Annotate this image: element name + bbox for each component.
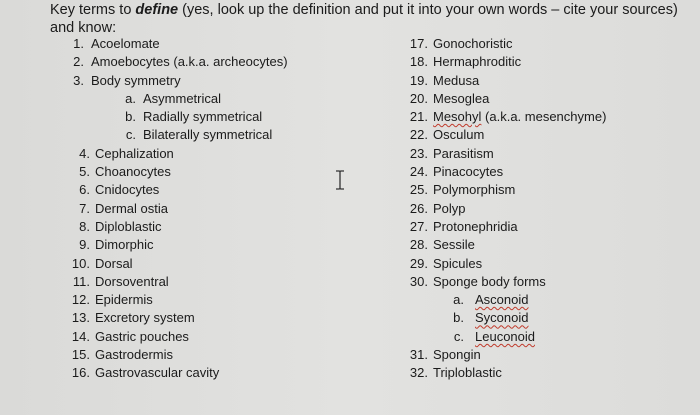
list-item-number: 17. (409, 36, 428, 51)
term-text: Gastrodermis (95, 347, 174, 363)
list-item-label (90, 255, 133, 273)
term-text: Dimorphic (95, 237, 154, 253)
list-item (70, 346, 370, 364)
term-text: Gastric pouches (95, 328, 189, 344)
list-item (70, 72, 370, 90)
list-item-number: 1. (73, 36, 84, 51)
list-item-number: a. (125, 90, 136, 106)
list-item (408, 273, 698, 291)
list-item-label (90, 328, 189, 346)
list-item (70, 364, 370, 382)
list-item (70, 255, 370, 273)
list-item-number: 23. (409, 145, 428, 161)
list-item (70, 218, 370, 236)
list-item (408, 200, 698, 218)
list-item-number: 28. (409, 237, 428, 253)
list-item-label (428, 346, 481, 364)
intro-post: (yes, look up the definition and put it into your own words – cite your sources) and know: (50, 2, 678, 36)
list-item-label (90, 273, 169, 291)
term-text: Spongin (433, 347, 481, 363)
term-text: Polyp (433, 200, 466, 216)
list-item (70, 309, 370, 327)
term-text: Triploblastic (433, 365, 502, 381)
list-item-number: 6. (79, 182, 90, 198)
list-item-number: 3. (73, 72, 84, 88)
list-item (70, 53, 370, 71)
list-item-number: 19. (409, 72, 428, 88)
list-item-number: 13. (71, 310, 90, 326)
list-item-label (428, 218, 518, 236)
list-item (70, 200, 370, 218)
term-text: Asconoid (475, 292, 529, 308)
term-text: Protonephridia (433, 218, 518, 234)
list-item (408, 108, 698, 126)
intro-emphasis: define (135, 2, 179, 18)
list-item-number: 27. (409, 218, 428, 234)
term-text: Dorsal (95, 255, 133, 271)
list-item (70, 35, 370, 53)
term-text: Mesoglea (433, 90, 490, 106)
list-item (70, 328, 370, 346)
list-item-label (90, 200, 168, 218)
term-text: Pinacocytes (433, 164, 504, 180)
list-item-number: 32. (409, 365, 428, 381)
list-item (408, 328, 698, 346)
list-item-label (428, 255, 482, 273)
list-item (408, 126, 698, 144)
list-item-label (90, 218, 161, 236)
list-item (408, 346, 698, 364)
list-item-label (84, 53, 288, 71)
term-text: Hermaphroditic (433, 54, 522, 70)
list-item-number: 14. (71, 328, 90, 344)
list-item-number: 26. (409, 200, 428, 216)
list-item-number: 11. (72, 273, 90, 289)
term-text: Amoebocytes (a.k.a. archeocytes) (91, 54, 288, 70)
list-item-number: 10. (71, 255, 90, 271)
term-text: Leuconoid (475, 328, 535, 344)
term-text: Sponge body forms (433, 273, 546, 289)
term-text: Dorsoventral (95, 273, 169, 289)
list-item (408, 53, 698, 71)
list-item-label (90, 346, 173, 364)
list-item-number: 7. (79, 200, 90, 216)
list-item (408, 181, 698, 199)
list-item-number: c. (453, 328, 464, 344)
list-item (70, 126, 370, 144)
term-text: Gastrovascular cavity (95, 365, 220, 381)
list-item-number: 18. (409, 54, 428, 70)
list-item-number: 29. (409, 255, 428, 271)
term-text: Mesohyl (433, 109, 482, 125)
list-item (70, 273, 370, 291)
list-item-number: 9. (79, 237, 90, 253)
list-item-number: 31. (409, 347, 428, 363)
list-item-number: 30. (409, 273, 428, 289)
terms-list-right (408, 35, 698, 383)
list-item-label (136, 90, 221, 108)
list-item (70, 108, 370, 126)
term-text: Bilaterally symmetrical (143, 127, 273, 143)
term-text: Dermal ostia (95, 200, 168, 216)
term-text: Body symmetry (91, 72, 181, 88)
list-item-label (90, 291, 153, 309)
list-item-number: 21. (409, 109, 428, 125)
list-item-number: 16. (71, 365, 90, 381)
list-item-label (428, 53, 521, 71)
list-item-number: a. (453, 292, 464, 308)
list-item-label (428, 236, 475, 254)
term-text: Asymmetrical (143, 90, 222, 106)
list-item-label (136, 126, 272, 144)
list-item (408, 364, 698, 382)
list-item-label (428, 72, 479, 90)
list-item-label (464, 328, 535, 346)
term-text: Polymorphism (433, 182, 516, 198)
list-item-number: c. (125, 127, 136, 143)
term-text: Cnidocytes (95, 182, 160, 198)
list-item (70, 90, 370, 108)
list-item-label (84, 35, 160, 53)
term-text: Spicules (433, 255, 483, 271)
list-item (408, 145, 698, 163)
list-item-label (428, 200, 466, 218)
list-item-label (428, 364, 502, 382)
list-item-label (464, 309, 528, 327)
term-text: Cephalization (95, 145, 174, 161)
list-item-label (428, 181, 515, 199)
list-item-label (90, 364, 219, 382)
list-item-label (428, 145, 494, 163)
list-item-number: 25. (409, 182, 428, 198)
list-item-number: 5. (79, 164, 90, 180)
list-item-label (90, 163, 171, 181)
term-text: Radially symmetrical (143, 109, 263, 125)
list-item-label (90, 181, 159, 199)
list-item-label (428, 35, 512, 53)
text-cursor-icon (335, 170, 345, 190)
list-item (70, 163, 370, 181)
list-item-number: b. (453, 310, 464, 326)
list-item (408, 35, 698, 53)
term-text: Medusa (433, 72, 480, 88)
list-item (408, 218, 698, 236)
terms-list-left (70, 35, 370, 383)
list-item-label (136, 108, 262, 126)
list-item-label (428, 126, 484, 144)
list-item (408, 255, 698, 273)
term-alias: (a.k.a. mesenchyme) (481, 109, 607, 125)
list-item-number: 24. (409, 164, 428, 180)
list-item-number: 12. (71, 292, 90, 308)
instructions-paragraph (50, 1, 680, 37)
list-item-number: 8. (79, 218, 90, 234)
term-text: Syconoid (475, 310, 529, 326)
term-text: Sessile (433, 237, 475, 253)
list-item-number: 20. (409, 90, 428, 106)
list-item-label (90, 145, 174, 163)
list-item (70, 145, 370, 163)
list-item-label (428, 108, 606, 126)
intro-pre: Key terms to (50, 2, 136, 18)
term-text: Choanocytes (95, 164, 171, 180)
term-text: Gonochoristic (433, 36, 513, 51)
term-text: Parasitism (433, 145, 494, 161)
list-item-number: 4. (79, 145, 90, 161)
list-item-number: b. (125, 109, 136, 125)
list-item (408, 291, 698, 309)
list-item-label (90, 236, 154, 254)
list-item (408, 72, 698, 90)
term-text: Acoelomate (91, 36, 160, 51)
list-item-number: 15. (71, 347, 90, 363)
list-item (408, 163, 698, 181)
term-text: Epidermis (95, 292, 153, 308)
list-item-label (84, 72, 181, 90)
term-text: Osculum (433, 127, 485, 143)
list-item (408, 90, 698, 108)
list-item-label (428, 163, 503, 181)
list-item (70, 181, 370, 199)
list-item (70, 291, 370, 309)
list-item (408, 309, 698, 327)
term-text: Excretory system (95, 310, 195, 326)
list-item-number: 22. (409, 127, 428, 143)
list-item-label (428, 90, 489, 108)
list-item-label (464, 291, 528, 309)
list-item (70, 236, 370, 254)
list-item-number: 2. (73, 54, 84, 70)
list-item-label (428, 273, 546, 291)
list-item-label (90, 309, 195, 327)
term-text: Diploblastic (95, 218, 162, 234)
list-item (408, 236, 698, 254)
